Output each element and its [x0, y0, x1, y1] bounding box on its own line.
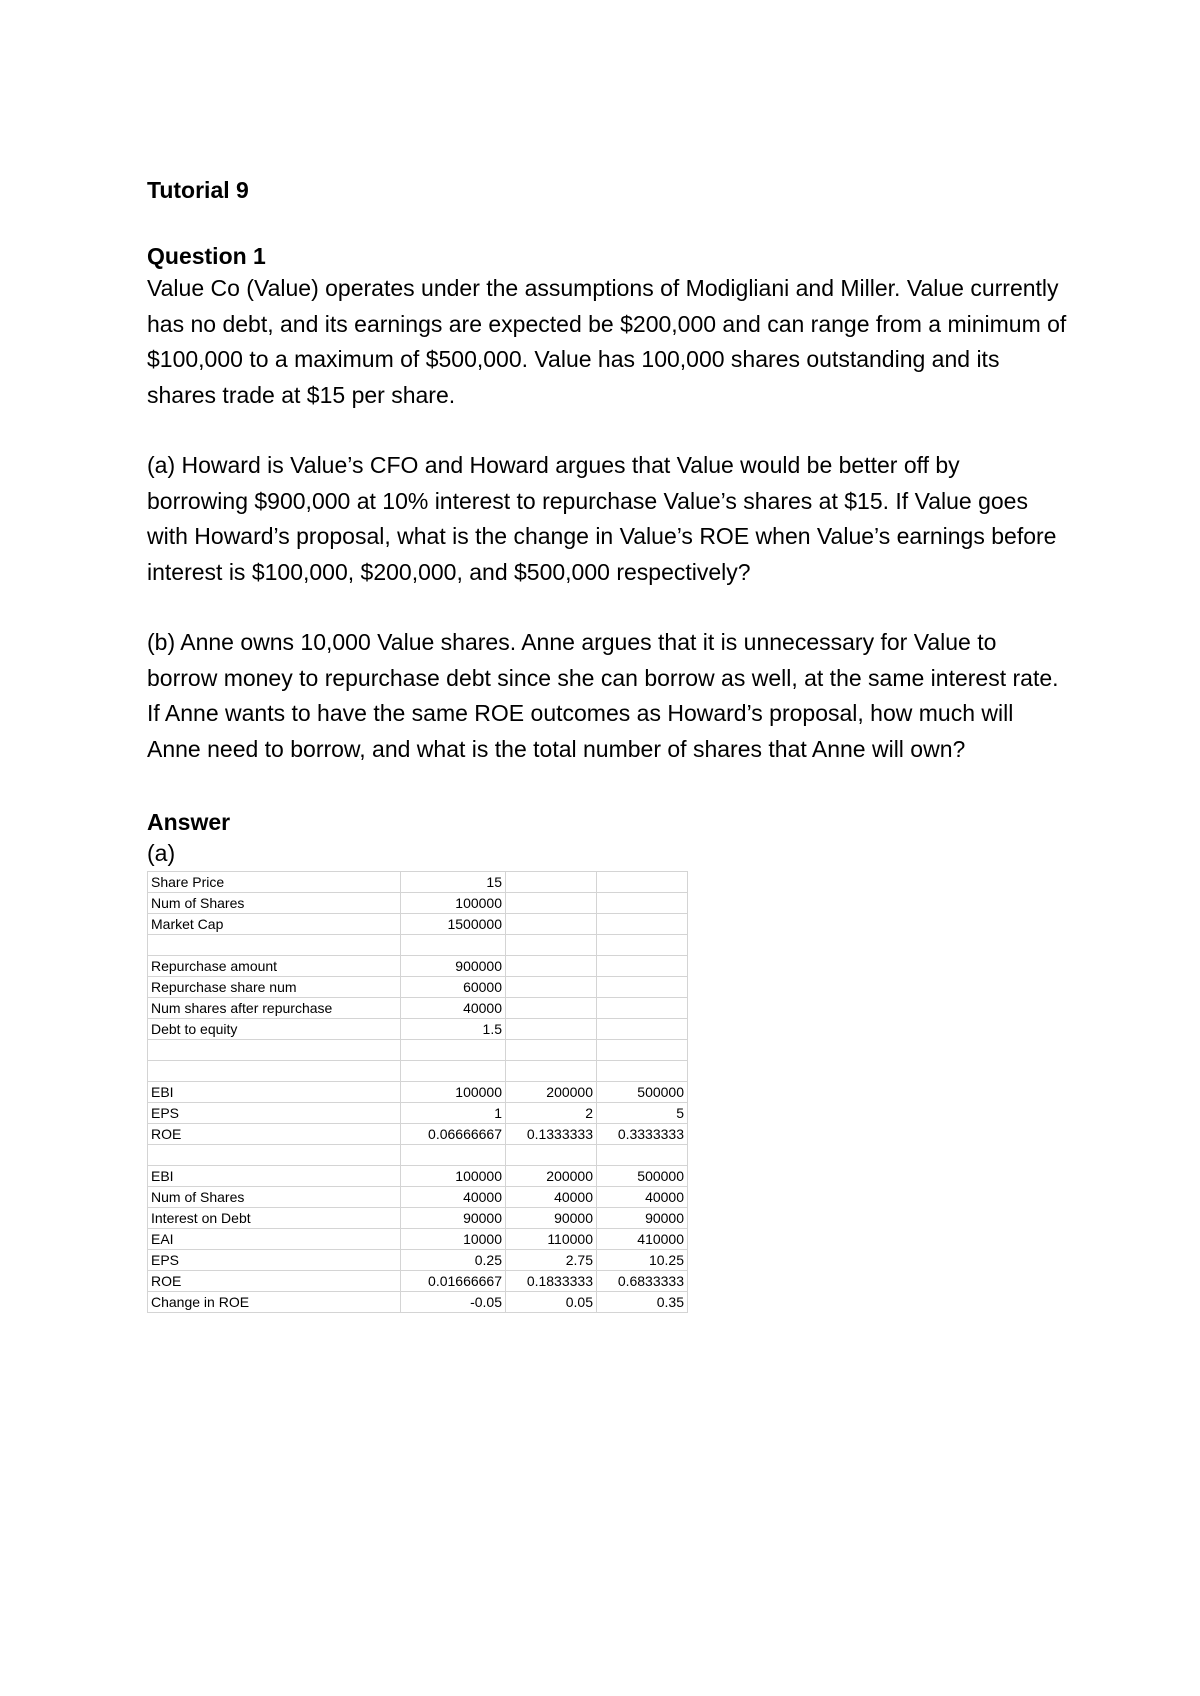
value-cell: 0.06666667 [401, 1124, 506, 1145]
row-label-cell [148, 1040, 401, 1061]
value-cell [401, 935, 506, 956]
value-cell: 1.5 [401, 1019, 506, 1040]
value-cell: 5 [597, 1103, 688, 1124]
row-label-cell [148, 935, 401, 956]
answer-spreadsheet-table [147, 871, 688, 1313]
value-cell: -0.05 [401, 1292, 506, 1313]
value-cell: 40000 [597, 1187, 688, 1208]
value-cell [597, 935, 688, 956]
table-row [148, 1082, 688, 1103]
value-cell: 60000 [401, 977, 506, 998]
value-cell: 90000 [506, 1208, 597, 1229]
value-cell: 40000 [401, 998, 506, 1019]
value-cell: 0.05 [506, 1292, 597, 1313]
value-cell: 10000 [401, 1229, 506, 1250]
value-cell: 0.25 [401, 1250, 506, 1271]
question-heading: Question 1 [147, 243, 266, 269]
table-row [148, 872, 688, 893]
value-cell [506, 893, 597, 914]
row-label-cell: ROE [148, 1271, 401, 1292]
row-label-cell [148, 1061, 401, 1082]
question-part-a-paragraph: (a) Howard is Value’s CFO and Howard argues that Value would be better off by borrowing $900,000 at 10% interest to repurchase Value’s shares at $15. If Value goes with Howard’s proposal, what is the change in Value’s ROE when Value’s earnings before interest is $100,000, $200,000, and $500,000 respectively? [147, 452, 1057, 585]
table-row [148, 1040, 688, 1061]
row-label-cell: EBI [148, 1082, 401, 1103]
table-row [148, 1187, 688, 1208]
table-row [148, 914, 688, 935]
table-row [148, 1061, 688, 1082]
value-cell [506, 956, 597, 977]
value-cell: 0.01666667 [401, 1271, 506, 1292]
value-cell [597, 872, 688, 893]
table-row [148, 893, 688, 914]
value-cell [597, 977, 688, 998]
row-label-cell: Share Price [148, 872, 401, 893]
spreadsheet-body [148, 872, 688, 1313]
row-label-cell: Debt to equity [148, 1019, 401, 1040]
value-cell: 100000 [401, 893, 506, 914]
value-cell [597, 1019, 688, 1040]
value-cell: 100000 [401, 1082, 506, 1103]
row-label-cell: EPS [148, 1250, 401, 1271]
value-cell: 110000 [506, 1229, 597, 1250]
value-cell: 90000 [597, 1208, 688, 1229]
value-cell [506, 872, 597, 893]
value-cell: 15 [401, 872, 506, 893]
value-cell [506, 1061, 597, 1082]
table-row [148, 1250, 688, 1271]
value-cell: 0.6833333 [597, 1271, 688, 1292]
value-cell [597, 1061, 688, 1082]
value-cell: 2.75 [506, 1250, 597, 1271]
row-label-cell: ROE [148, 1124, 401, 1145]
value-cell [506, 1019, 597, 1040]
value-cell: 500000 [597, 1082, 688, 1103]
table-row [148, 935, 688, 956]
value-cell [506, 1145, 597, 1166]
table-row [148, 1103, 688, 1124]
value-cell: 1 [401, 1103, 506, 1124]
value-cell: 40000 [506, 1187, 597, 1208]
value-cell: 0.1833333 [506, 1271, 597, 1292]
value-cell: 0.3333333 [597, 1124, 688, 1145]
row-label-cell: EBI [148, 1166, 401, 1187]
table-row [148, 1124, 688, 1145]
row-label-cell: Market Cap [148, 914, 401, 935]
value-cell: 500000 [597, 1166, 688, 1187]
row-label-cell: EPS [148, 1103, 401, 1124]
table-row [148, 977, 688, 998]
row-label-cell: Repurchase amount [148, 956, 401, 977]
value-cell [597, 914, 688, 935]
value-cell [597, 998, 688, 1019]
row-label-cell [148, 1145, 401, 1166]
row-label-cell: Repurchase share num [148, 977, 401, 998]
table-row [148, 1166, 688, 1187]
answer-part-a-label: (a) [147, 840, 176, 866]
value-cell [506, 1040, 597, 1061]
value-cell: 0.35 [597, 1292, 688, 1313]
value-cell [506, 998, 597, 1019]
value-cell: 90000 [401, 1208, 506, 1229]
value-cell: 200000 [506, 1166, 597, 1187]
table-row [148, 956, 688, 977]
row-label-cell: Num of Shares [148, 893, 401, 914]
value-cell [597, 893, 688, 914]
table-row [148, 1208, 688, 1229]
table-row [148, 1019, 688, 1040]
value-cell: 1500000 [401, 914, 506, 935]
value-cell: 410000 [597, 1229, 688, 1250]
value-cell [506, 914, 597, 935]
value-cell [506, 977, 597, 998]
row-label-cell: Interest on Debt [148, 1208, 401, 1229]
value-cell [597, 1145, 688, 1166]
value-cell [401, 1040, 506, 1061]
value-cell: 100000 [401, 1166, 506, 1187]
row-label-cell: Num shares after repurchase [148, 998, 401, 1019]
question-intro-paragraph: Value Co (Value) operates under the assumptions of Modigliani and Miller. Value currently has no debt, and its earnings are expected be $200,000 and can range from a minimum of $100,000 to a maximum of $500,000. Value has 100,000 shares outstanding and its shares trade at $15 per share. [147, 275, 1067, 408]
row-label-cell: Num of Shares [148, 1187, 401, 1208]
value-cell [401, 1145, 506, 1166]
document-page [147, 175, 1067, 1313]
table-row [148, 1292, 688, 1313]
table-row [148, 1229, 688, 1250]
value-cell: 2 [506, 1103, 597, 1124]
answer-heading: Answer [147, 809, 231, 835]
table-row [148, 1145, 688, 1166]
table-row [148, 998, 688, 1019]
table-row [148, 1271, 688, 1292]
value-cell: 0.1333333 [506, 1124, 597, 1145]
value-cell: 40000 [401, 1187, 506, 1208]
row-label-cell: Change in ROE [148, 1292, 401, 1313]
row-label-cell: EAI [148, 1229, 401, 1250]
value-cell [506, 935, 597, 956]
value-cell [401, 1061, 506, 1082]
value-cell: 200000 [506, 1082, 597, 1103]
value-cell: 900000 [401, 956, 506, 977]
document-title: Tutorial 9 [147, 177, 249, 203]
question-part-b-paragraph: (b) Anne owns 10,000 Value shares. Anne argues that it is unnecessary for Value to borrow money to repurchase debt since she can borrow as well, at the same interest rate. If Anne wants to have the same ROE outcomes as Howard’s proposal, how much will Anne need to borrow, and what is the total number of shares that Anne will own? [147, 629, 1059, 762]
value-cell [597, 1040, 688, 1061]
value-cell [597, 956, 688, 977]
value-cell: 10.25 [597, 1250, 688, 1271]
